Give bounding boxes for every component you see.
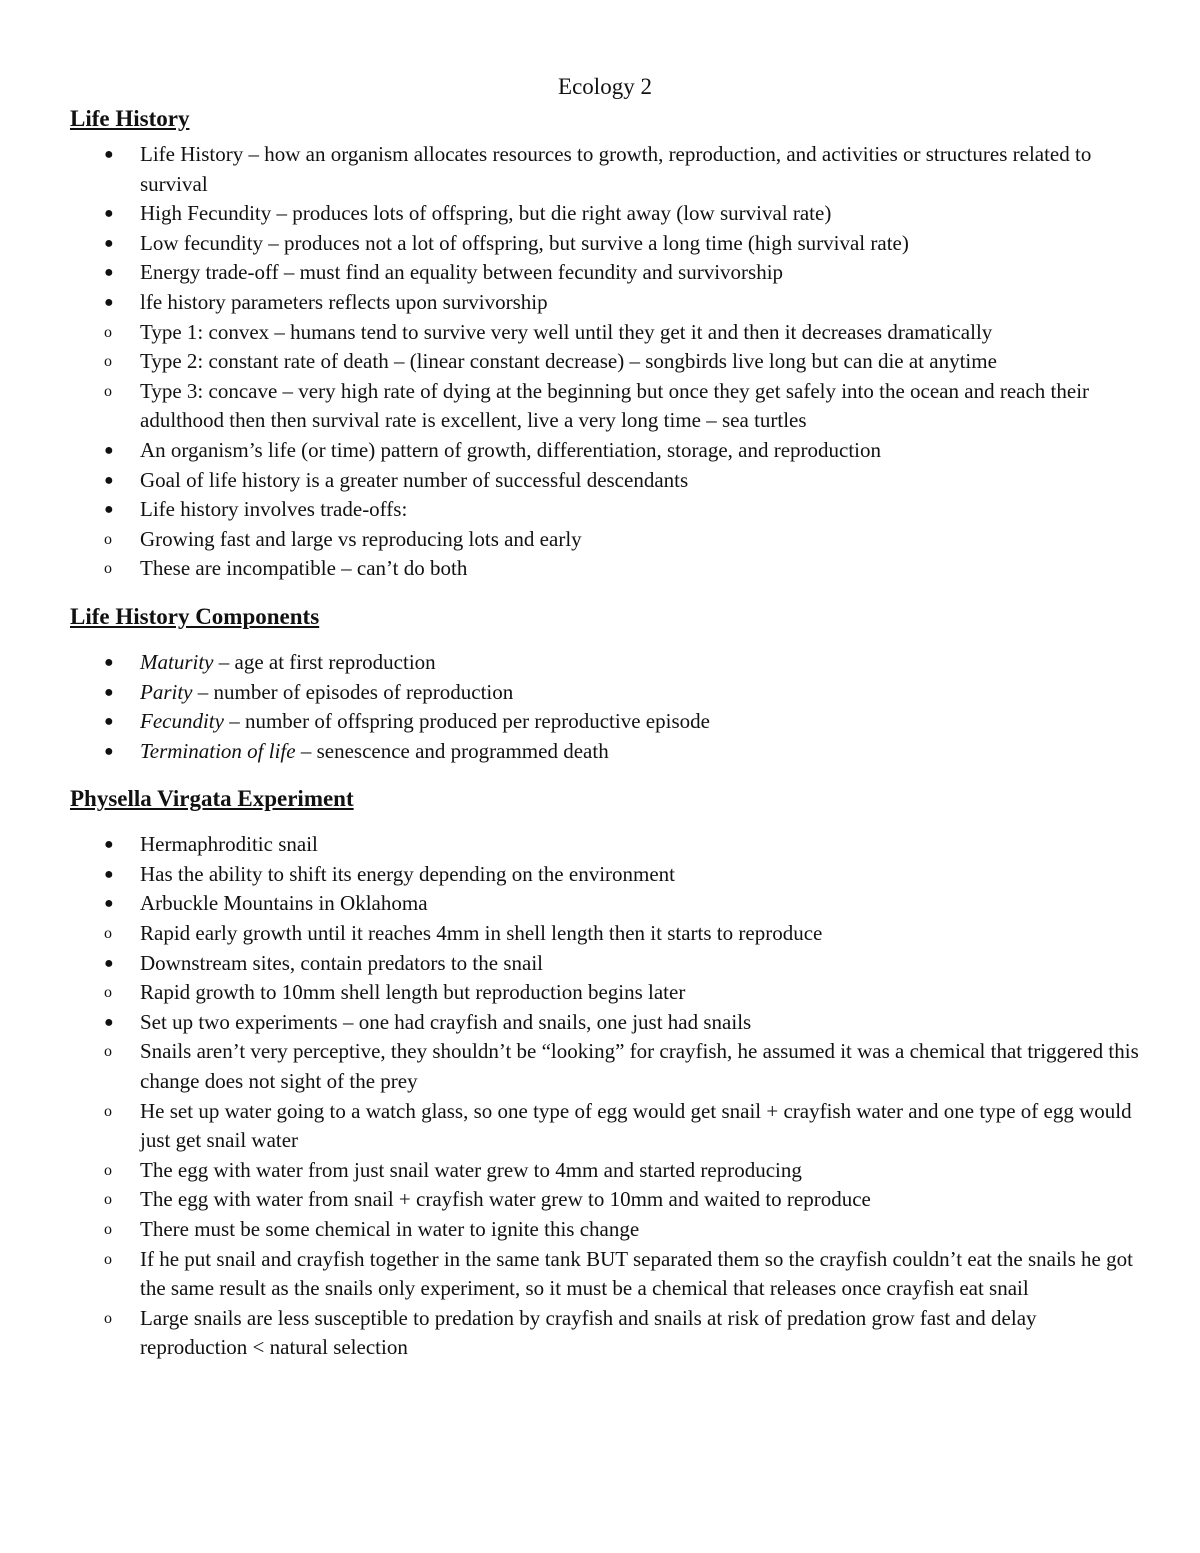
- sub-list-item-text: Large snails are less susceptible to predation by crayfish and snails at risk of predation grow fast and delay reproduction < natural selection: [140, 1305, 1037, 1360]
- sub-list-item: [70, 347, 1140, 377]
- sub-list-item: [70, 1245, 1140, 1304]
- sub-list-item-text: There must be some chemical in water to ignite this change: [140, 1217, 640, 1241]
- sub-list-item: [70, 978, 1140, 1008]
- bullet-icon: ●: [104, 146, 114, 163]
- list-item-text: Life history involves trade-offs:: [140, 497, 408, 522]
- list-item-text: Energy trade-off – must find an equality between fecundity and survivorship: [140, 260, 784, 285]
- sub-list-item: [70, 1215, 1140, 1245]
- list-item: [70, 737, 1140, 767]
- circle-bullet-icon: o: [104, 1221, 112, 1238]
- circle-bullet-icon: o: [104, 353, 112, 371]
- list-item: [70, 258, 1140, 288]
- sub-list-item-text: Growing fast and large vs reproducing lots and early: [140, 526, 582, 551]
- bullet-icon: ●: [104, 836, 114, 854]
- bullet-icon: ●: [104, 1013, 114, 1031]
- bullet-icon: ●: [104, 954, 114, 972]
- bullet-icon: ●: [104, 441, 114, 459]
- sub-list-item-text: Rapid early growth until it reaches 4mm in shell length then it starts to reproduce: [140, 921, 823, 946]
- list-item-text: – age at first reproduction: [213, 649, 436, 674]
- list-item-text: Life History – how an organism allocates resources to growth, reproduction, and activities or structures related to survival: [140, 142, 1092, 196]
- list-item: [70, 830, 1140, 860]
- bullet-icon: ●: [104, 501, 114, 519]
- list-item-text: Low fecundity – produces not a lot of offspring, but survive a long time (high survival rate): [140, 230, 909, 255]
- list-item: [70, 707, 1140, 737]
- circle-bullet-icon: o: [104, 984, 112, 1002]
- list-item: [70, 949, 1140, 979]
- circle-bullet-icon: o: [104, 560, 112, 578]
- list-item-text: lfe history parameters reflects upon survivorship: [140, 289, 548, 314]
- list-item: [70, 140, 1140, 199]
- sub-list-item: [70, 1156, 1140, 1186]
- circle-bullet-icon: o: [104, 530, 112, 548]
- list-item: [70, 466, 1140, 496]
- bullet-list: [70, 648, 1140, 766]
- bullet-icon: ●: [104, 653, 114, 671]
- sub-list-item: [70, 377, 1140, 436]
- sub-list-item-text: The egg with water from snail + crayfish water grew to 10mm and waited to reproduce: [140, 1187, 871, 1212]
- sub-list-item-text: Type 3: concave – very high rate of dying at the beginning but once they get safely into the ocean and reach their adulthood then then survival rate is excellent, live a very long time – sea turtles: [140, 378, 1090, 433]
- bullet-icon: ●: [104, 683, 114, 701]
- bullet-icon: ●: [104, 895, 114, 913]
- bullet-icon: ●: [104, 234, 114, 252]
- list-item-text: – senescence and programmed death: [295, 738, 609, 763]
- circle-bullet-icon: o: [104, 925, 112, 943]
- section-heading: Physella Virgata Experiment: [70, 786, 354, 812]
- sub-list-item: [70, 1304, 1140, 1363]
- list-item: [70, 860, 1140, 890]
- sub-list-item: [70, 1037, 1140, 1096]
- bullet-icon: ●: [104, 264, 114, 282]
- list-item-text: High Fecundity – produces lots of offspring, but die right away (low survival rate): [140, 201, 832, 226]
- circle-bullet-icon: o: [104, 382, 112, 400]
- list-item-text: Arbuckle Mountains in Oklahoma: [140, 891, 428, 916]
- sub-list-item: [70, 554, 1140, 584]
- list-item: [70, 648, 1140, 678]
- sub-list-item-text: Rapid growth to 10mm shell length but reproduction begins later: [140, 980, 686, 1005]
- list-item: [70, 436, 1140, 466]
- bullet-icon: ●: [104, 205, 114, 223]
- list-item-text: – number of episodes of reproduction: [192, 679, 514, 704]
- term: Parity: [140, 679, 193, 704]
- list-item-text: Hermaphroditic snail: [140, 832, 318, 857]
- list-item: [70, 495, 1140, 525]
- bullet-icon: ●: [104, 865, 114, 883]
- bullet-icon: ●: [104, 293, 114, 311]
- section-heading: Life History: [70, 106, 190, 131]
- document-title: Ecology 2: [558, 74, 652, 99]
- sub-list-item: [70, 1185, 1140, 1215]
- bullet-list: [70, 830, 1140, 1363]
- list-item-text: Goal of life history is a greater number of successful descendants: [140, 467, 689, 492]
- sub-list-item-text: Type 1: convex – humans tend to survive very well until they get it and then it decreases dramatically: [140, 319, 993, 344]
- list-item: [70, 678, 1140, 708]
- sub-list-item-text: The egg with water from just snail water grew to 4mm and started reproducing: [140, 1157, 802, 1182]
- list-item: [70, 1008, 1140, 1038]
- term: Maturity: [140, 649, 214, 674]
- sub-list-item: [70, 525, 1140, 555]
- section-heading: Life History Components: [70, 603, 320, 629]
- bullet-icon: ●: [104, 742, 114, 760]
- circle-bullet-icon: o: [104, 323, 112, 341]
- list-item-text: – number of offspring produced per reproductive episode: [223, 709, 710, 734]
- bullet-list: [70, 140, 1140, 584]
- list-item: [70, 288, 1140, 318]
- list-item: [70, 199, 1140, 229]
- sub-list-item: [70, 1097, 1140, 1156]
- list-item-text: An organism’s life (or time) pattern of growth, differentiation, storage, and reproduction: [140, 437, 882, 462]
- circle-bullet-icon: o: [104, 1102, 112, 1120]
- circle-bullet-icon: o: [104, 1043, 112, 1061]
- term: Fecundity: [140, 709, 224, 734]
- sub-list-item-text: Type 2: constant rate of death – (linear constant decrease) – songbirds live long but can die at anytime: [140, 349, 997, 374]
- list-item: [70, 229, 1140, 259]
- circle-bullet-icon: o: [104, 1309, 112, 1327]
- sub-list-item: [70, 318, 1140, 348]
- bullet-icon: ●: [104, 471, 114, 489]
- list-item: [70, 889, 1140, 919]
- circle-bullet-icon: o: [104, 1250, 112, 1268]
- sub-list-item-text: Snails aren’t very perceptive, they shouldn’t be “looking” for crayfish, he assumed it was a chemical that triggered this change does not sight of the prey: [140, 1039, 1139, 1094]
- sub-list-item-text: These are incompatible – can’t do both: [140, 556, 468, 581]
- list-item-text: Has the ability to shift its energy depending on the environment: [140, 861, 676, 886]
- circle-bullet-icon: o: [104, 1191, 112, 1209]
- bullet-icon: ●: [104, 713, 114, 731]
- list-item-text: Set up two experiments – one had crayfish and snails, one just had snails: [140, 1009, 752, 1034]
- sub-list-item-text: He set up water going to a watch glass, so one type of egg would get snail + crayfish water and one type of egg would just get snail water: [140, 1098, 1132, 1153]
- sub-list-item: [70, 919, 1140, 949]
- sub-list-item-text: If he put snail and crayfish together in the same tank BUT separated them so the crayfish couldn’t eat the snails he got the same result as the snails only experiment, so it must be a chemical that releases once crayfish eat snail: [140, 1246, 1133, 1301]
- circle-bullet-icon: o: [104, 1161, 112, 1179]
- list-item-text: Downstream sites, contain predators to the snail: [140, 950, 543, 975]
- term: Termination of life: [140, 738, 296, 763]
- document-body: [70, 104, 1140, 1363]
